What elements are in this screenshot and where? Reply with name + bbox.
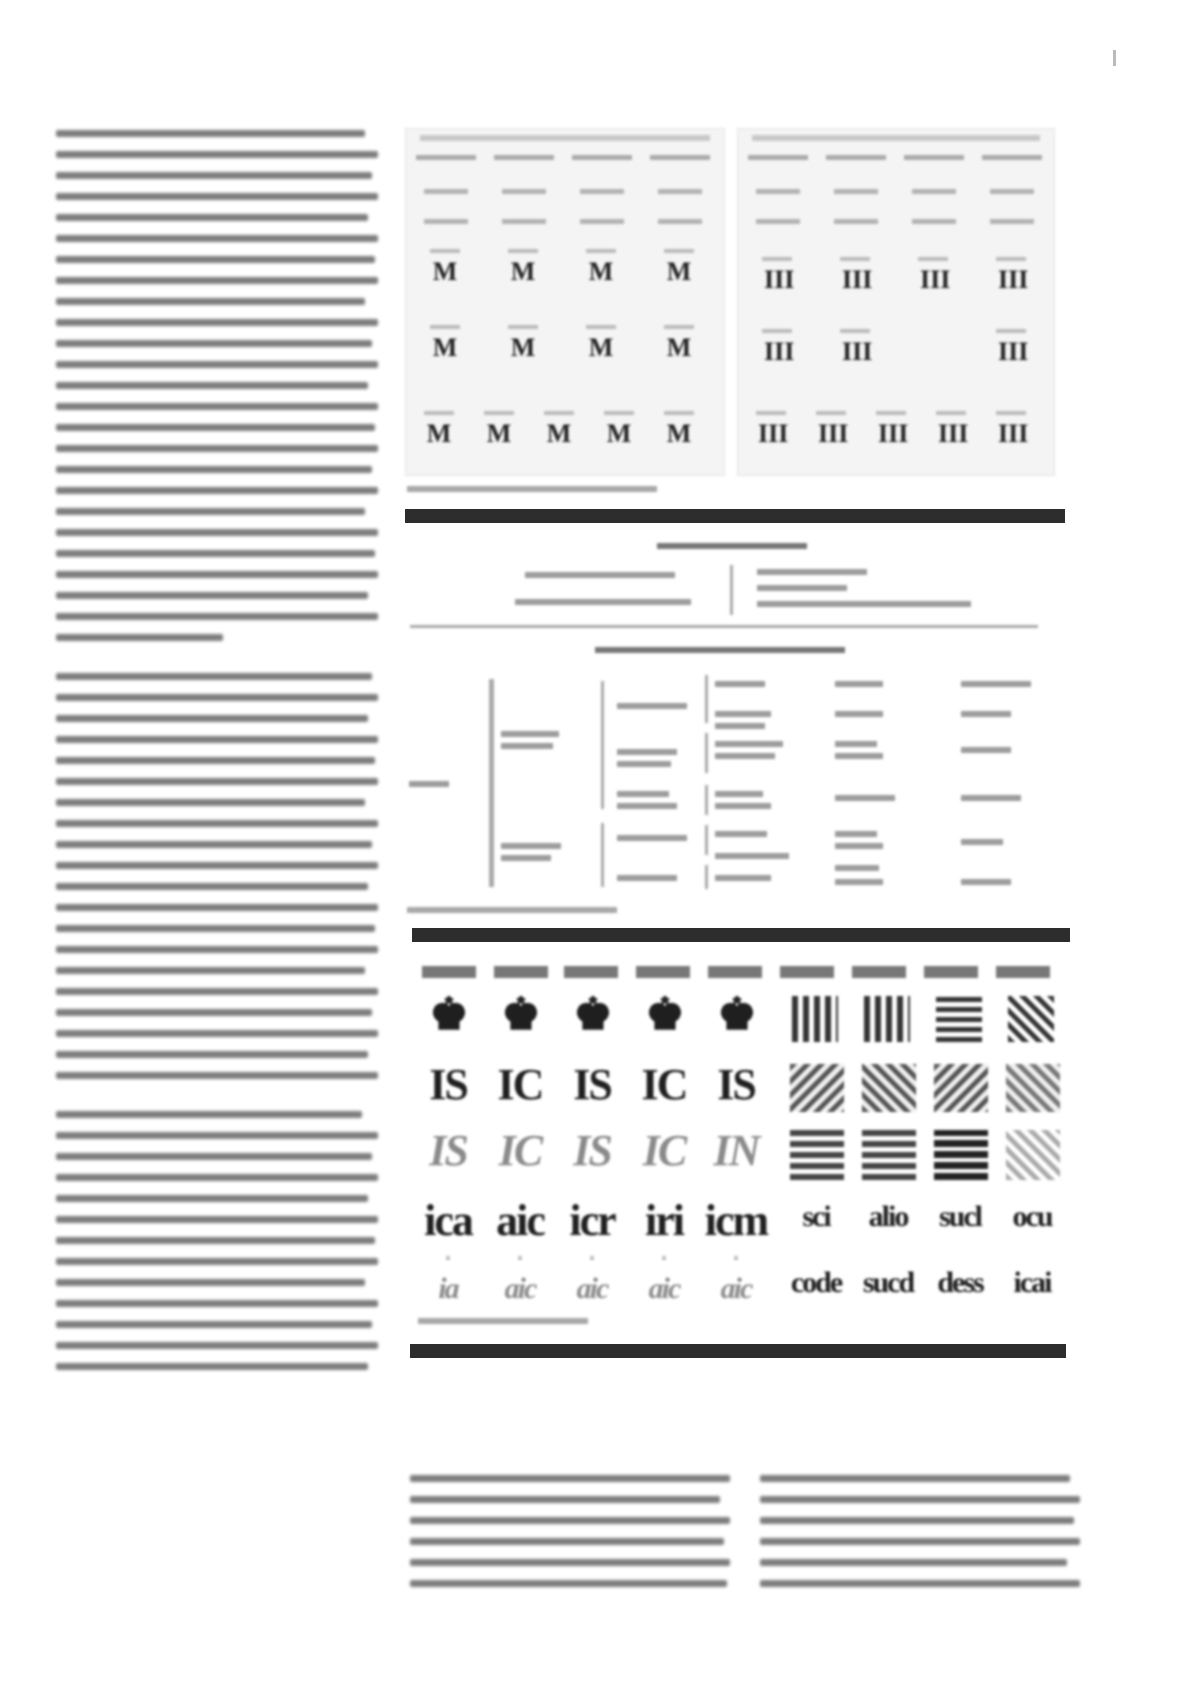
folio-mark <box>1113 50 1116 66</box>
specimen-caption <box>418 1318 588 1324</box>
specimen-ornament <box>790 1064 844 1112</box>
specimen-text: sci <box>802 1200 830 1233</box>
specimen-text: IS <box>429 1060 467 1109</box>
specimen-text: ica <box>424 1196 472 1245</box>
specimen-text: code <box>790 1266 842 1299</box>
specimen-cross-glyph: ♚ <box>573 990 611 1039</box>
specimen-glyph: M <box>588 333 614 362</box>
specimen-text: aic <box>576 1272 608 1305</box>
specimen-glyph: III <box>938 419 969 448</box>
specimen-ornament <box>1006 1064 1060 1112</box>
classification-panel-right <box>737 128 1055 476</box>
specimen-glyph: M <box>426 419 452 448</box>
specimen-glyph: III <box>878 419 909 448</box>
specimen-glyph: M <box>546 419 572 448</box>
specimen-text: sucl <box>938 1200 981 1233</box>
specimen-cross-glyph: ♚ <box>717 990 755 1039</box>
specimen-text: IC <box>642 1126 686 1175</box>
diagram-caption <box>407 907 617 913</box>
specimen-glyph: M <box>432 257 458 286</box>
specimen-ornament <box>1008 996 1054 1042</box>
classification-figure <box>405 128 1065 498</box>
specimen-text: aic <box>504 1272 536 1305</box>
specimen-glyph: III <box>998 419 1029 448</box>
specimen-text: IS <box>429 1126 467 1175</box>
specimen-glyph: M <box>666 333 692 362</box>
specimen-ornament <box>864 996 910 1042</box>
specimen-ornament <box>1006 1130 1060 1180</box>
specimen-text: IN <box>713 1126 759 1175</box>
specimen-text: IC <box>641 1060 687 1109</box>
specimen-text: ia <box>438 1272 458 1305</box>
text-column-middle <box>410 1475 730 1601</box>
specimen-text: ocu <box>1012 1200 1052 1233</box>
specimen-glyph: M <box>606 419 632 448</box>
specimen-text: icai <box>1013 1266 1051 1299</box>
specimen-glyph: III <box>758 419 789 448</box>
specimen-glyph: III <box>998 265 1029 294</box>
specimen-ornament <box>936 996 982 1042</box>
specimen-text: IS <box>573 1060 611 1109</box>
classification-panel-left <box>405 128 725 476</box>
specimen-text: IC <box>498 1126 542 1175</box>
figure-caption <box>407 486 657 492</box>
specimen-ornament <box>862 1064 916 1112</box>
specimen-glyph: III <box>818 419 849 448</box>
specimen-text: icm <box>704 1196 768 1245</box>
specimen-text: sucd <box>862 1266 914 1299</box>
type-specimen-figure <box>412 960 1072 1332</box>
specimen-text: icr <box>569 1196 615 1245</box>
specimen-text: IS <box>717 1060 755 1109</box>
specimen-glyph: M <box>666 419 692 448</box>
specimen-glyph: M <box>666 257 692 286</box>
text-column-left <box>56 130 378 1384</box>
specimen-cross-glyph: ♚ <box>429 990 467 1039</box>
page-number <box>1108 48 1120 68</box>
specimen-text: alio <box>868 1200 908 1233</box>
specimen-glyph: III <box>764 265 795 294</box>
specimen-text: iri <box>645 1196 683 1245</box>
specimen-glyph: III <box>842 265 873 294</box>
specimen-ornament <box>934 1064 988 1112</box>
specimen-ornament <box>934 1130 988 1180</box>
specimen-text: aic <box>496 1196 544 1245</box>
specimen-text: dess <box>937 1266 983 1299</box>
specimen-glyph: III <box>842 337 873 366</box>
specimen-cross-glyph: ♚ <box>645 990 683 1039</box>
classification-diagram <box>405 535 1065 925</box>
specimen-glyph: III <box>764 337 795 366</box>
specimen-text: IS <box>573 1126 611 1175</box>
specimen-ornament <box>792 996 838 1042</box>
specimen-glyph: M <box>588 257 614 286</box>
section-rule <box>405 509 1065 523</box>
specimen-glyph: M <box>510 333 536 362</box>
specimen-glyph: III <box>920 265 951 294</box>
specimen-cross-glyph: ♚ <box>501 990 539 1039</box>
specimen-glyph: M <box>432 333 458 362</box>
specimen-glyph: M <box>510 257 536 286</box>
specimen-text: IC <box>497 1060 543 1109</box>
text-column-right <box>760 1475 1080 1601</box>
section-rule <box>412 928 1070 942</box>
specimen-glyph: III <box>998 337 1029 366</box>
specimen-text: aic <box>648 1272 680 1305</box>
specimen-text: aic <box>720 1272 752 1305</box>
specimen-ornament <box>862 1130 916 1180</box>
specimen-glyph: M <box>486 419 512 448</box>
section-rule <box>410 1344 1066 1358</box>
specimen-ornament <box>790 1130 844 1180</box>
